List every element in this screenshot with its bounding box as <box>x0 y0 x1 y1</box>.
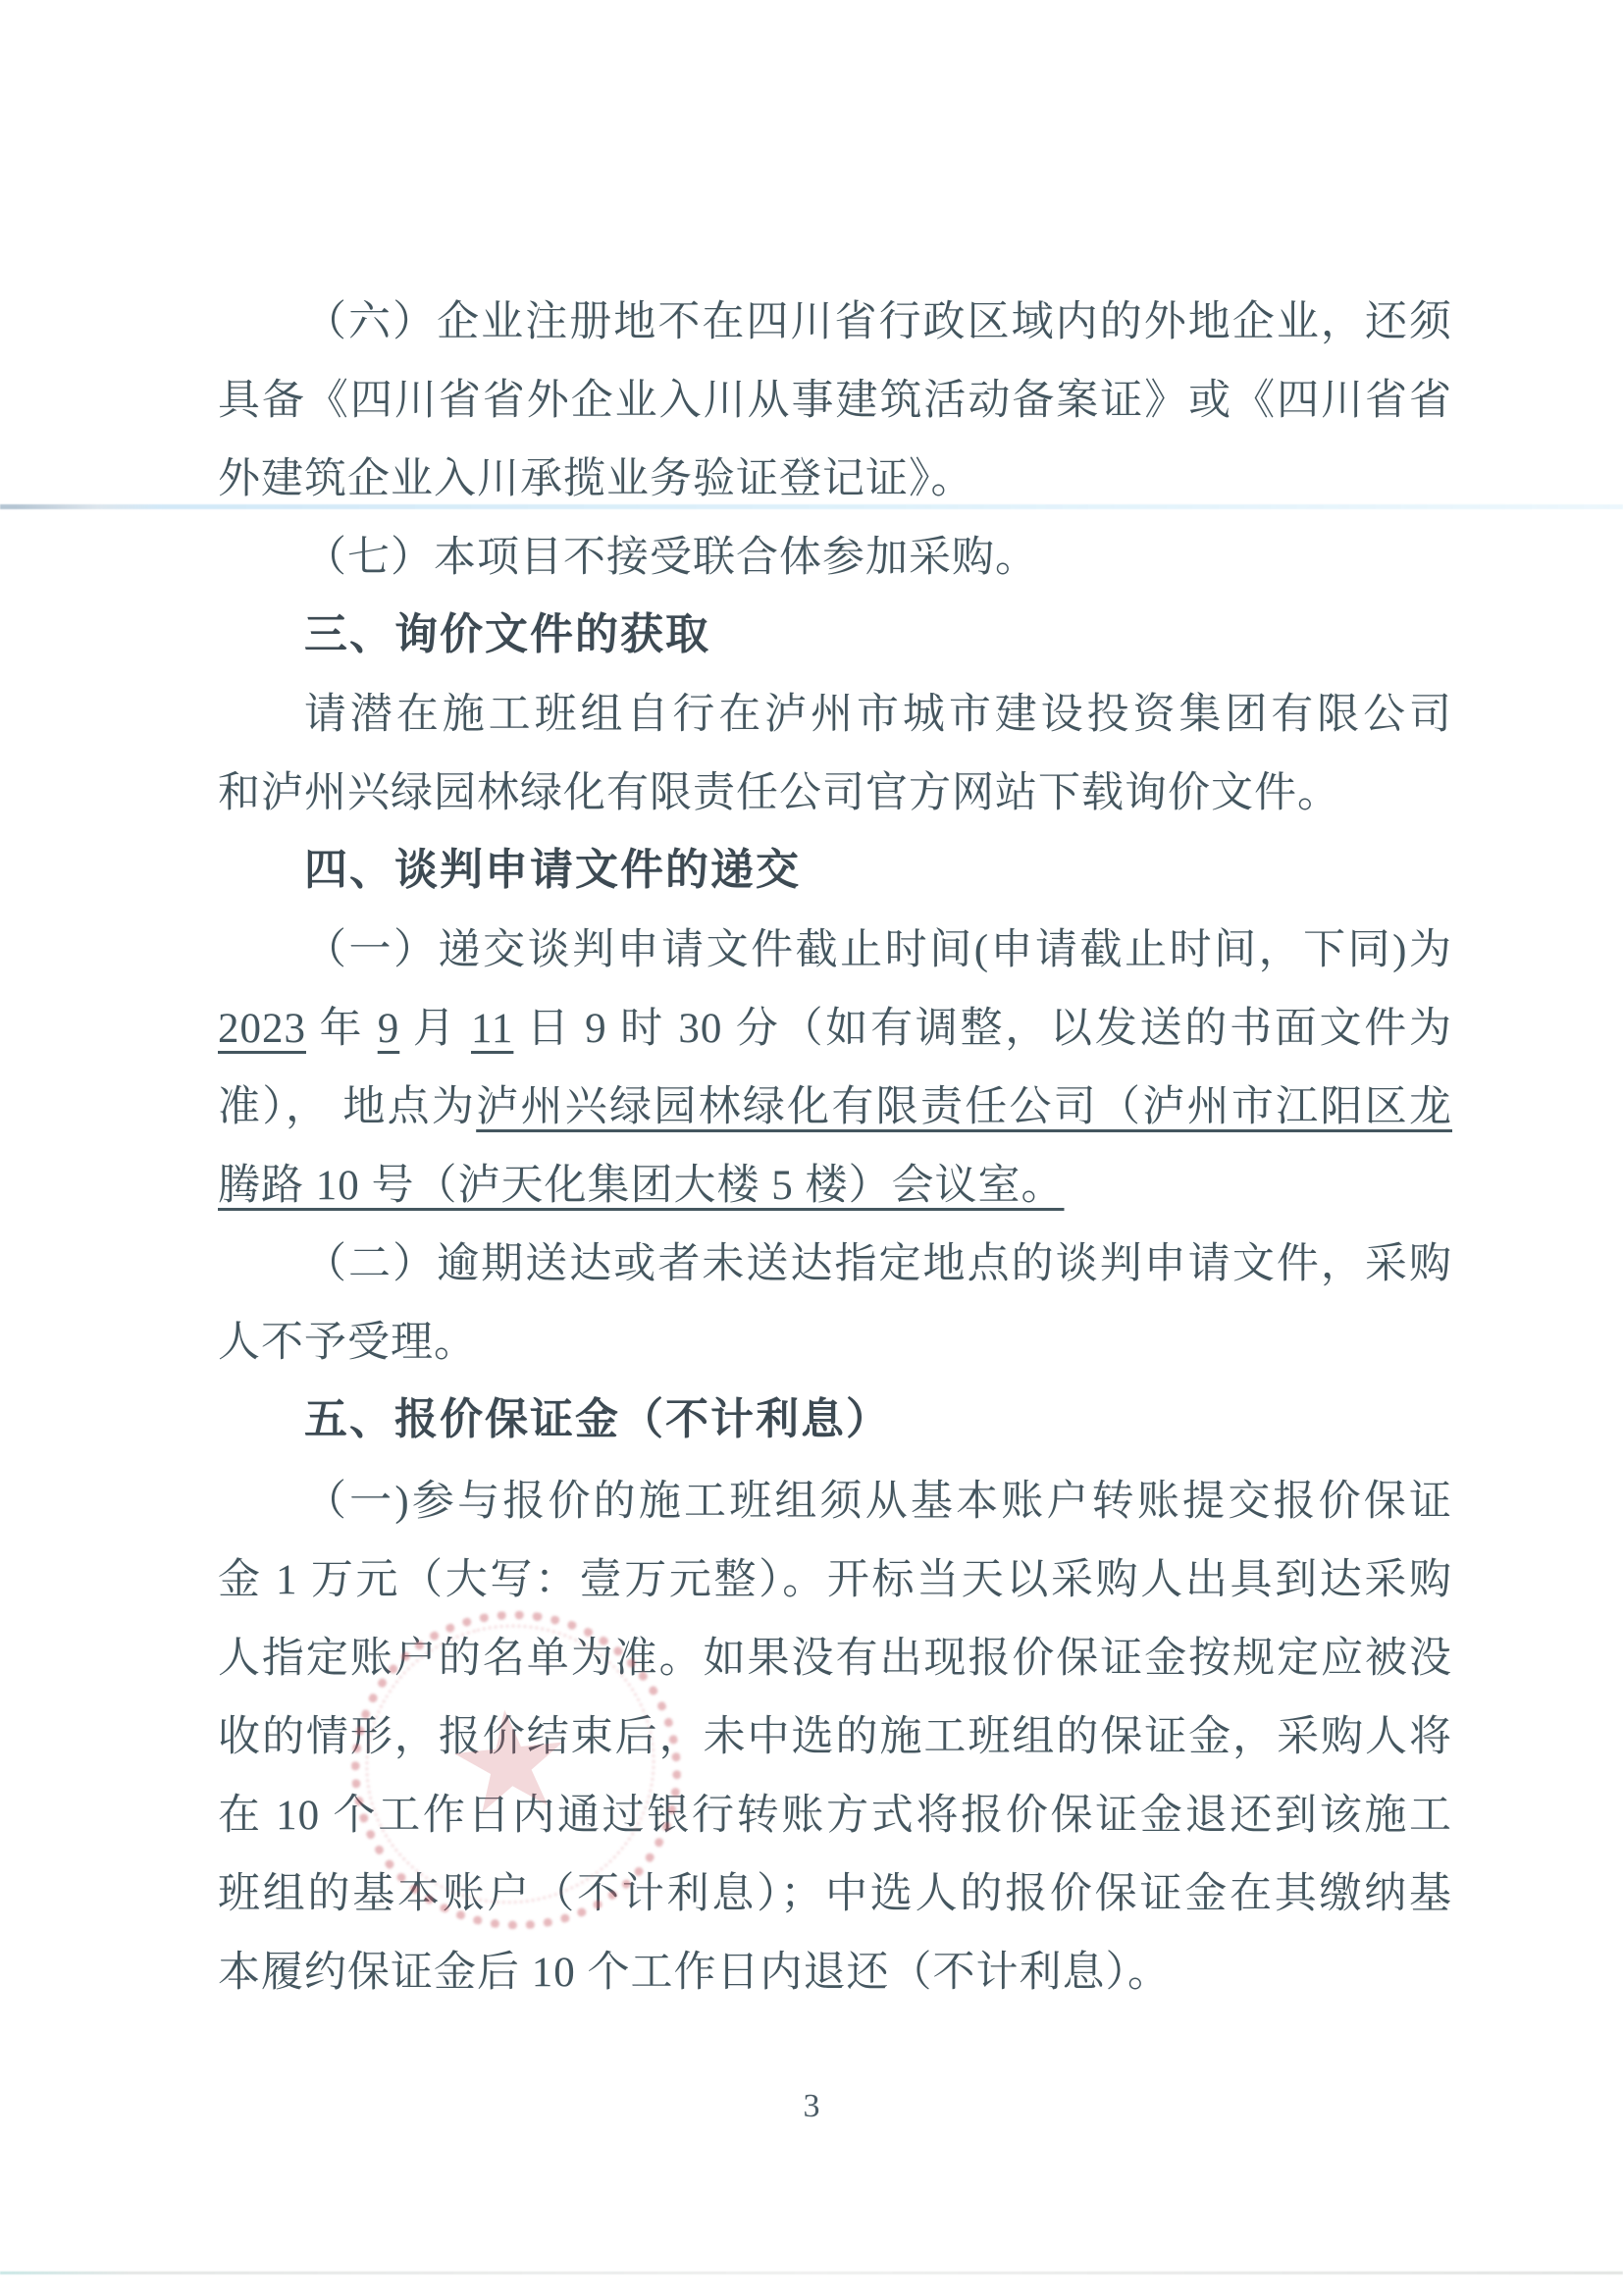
item7-line1: （七）本项目不接受联合体参加采购。 <box>304 535 1038 581</box>
section4-item2-line1: （二）逾期送达或者未送达指定地点的谈判申请文件，采购 <box>304 1241 1452 1287</box>
item6-line1: （六）企业注册地不在四川省行政区域内的外地企业，还须 <box>304 299 1452 345</box>
section5-item1-line6: 班组的基本账户（不计利息）；中选人的报价保证金在其缴纳基 <box>218 1871 1452 1917</box>
scan-artifact-line-bottom <box>0 2271 1623 2274</box>
item6-line3: 外建筑企业入川承揽业务验证登记证》。 <box>218 456 974 502</box>
section4-item1-line4-address <box>218 1160 1452 1225</box>
section4-heading: 四、谈判申请文件的递交 <box>304 845 801 895</box>
section3-line2: 和泸州兴绿园林绿化有限责任公司官方网站下载询价文件。 <box>218 770 1340 816</box>
text-run: 年 <box>306 1006 378 1052</box>
section5-item1-line7: 本履约保证金后 10 个工作日内退还（不计利息）。 <box>218 1950 1171 1996</box>
deadline-month: 9 <box>377 1006 400 1052</box>
section4-item1-line3-address <box>218 1081 1452 1146</box>
text-run: 准）， 地点为 <box>218 1084 477 1130</box>
section5-heading: 五、报价保证金（不计利息） <box>304 1394 891 1444</box>
item6-line2: 具备《四川省省外企业入川从事建筑活动备案证》或《四川省省 <box>218 378 1452 424</box>
section5-item1-line1: （一)参与报价的施工班组须从基本账户转账提交报价保证 <box>304 1479 1452 1525</box>
section4-item2-line2: 人不予受理。 <box>218 1320 477 1366</box>
address-underlined: 腾路 10 号（泸天化集团大楼 5 楼）会议室。 <box>218 1163 1065 1209</box>
section3-heading: 三、询价文件的获取 <box>304 609 710 659</box>
section5-item1-line4: 收的情形，报价结束后，未中选的施工班组的保证金，采购人将 <box>218 1714 1452 1760</box>
text-run: 日 9 时 30 分（如有调整，以发送的书面文件为 <box>513 1006 1452 1052</box>
section5-item1-line5: 在 10 个工作日内通过银行转账方式将报价保证金退还到该施工 <box>218 1793 1452 1839</box>
text-run: 月 <box>399 1006 471 1052</box>
address-underlined: 泸州兴绿园林绿化有限责任公司（泸州市江阳区龙 <box>476 1084 1452 1130</box>
deadline-year: 2023 <box>218 1006 306 1052</box>
page-number: 3 <box>803 2088 820 2124</box>
section3-line1: 请潜在施工班组自行在泸州市城市建设投资集团有限公司 <box>304 692 1452 738</box>
section4-item1-line2-deadline <box>218 1003 1452 1068</box>
section5-item1-line3: 人指定账户的名单为准。如果没有出现报价保证金按规定应被没 <box>218 1636 1452 1682</box>
scan-artifact-line-top <box>0 504 1623 509</box>
deadline-day: 11 <box>470 1006 514 1052</box>
section4-item1-line1: （一）递交谈判申请文件截止时间(申请截止时间，下同)为 <box>304 927 1452 973</box>
section5-item1-line2: 金 1 万元（大写：壹万元整）。开标当天以采购人出具到达采购 <box>218 1557 1452 1603</box>
